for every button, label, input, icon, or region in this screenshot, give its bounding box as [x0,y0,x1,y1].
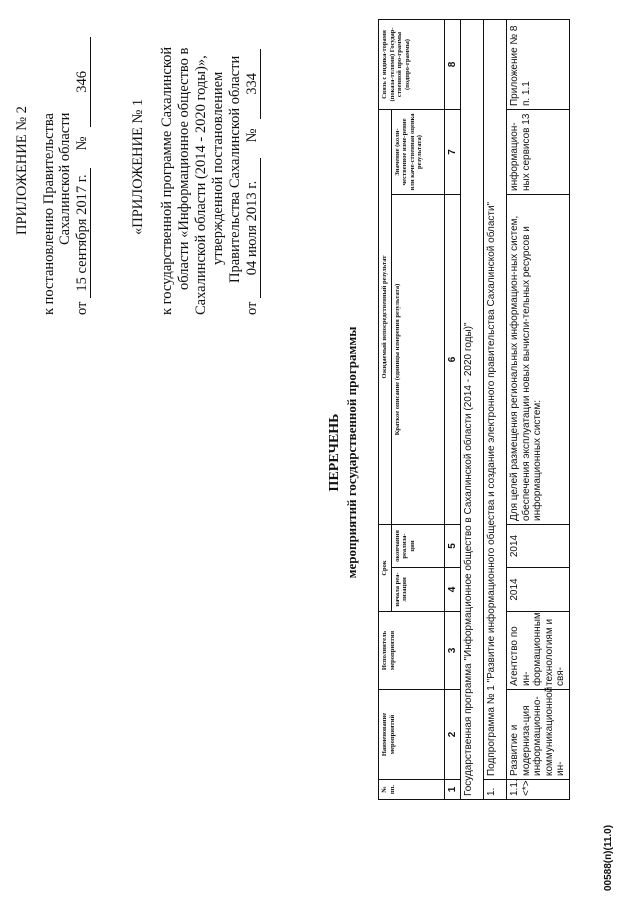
appendix-1-date-line [244,49,261,315]
appendix-2-title: ПРИЛОЖЕНИЕ № 2 [14,106,30,235]
row-name: Развитие и модерниза-ция информационно-коммуникационной ин- [507,690,570,780]
measures-table [378,19,570,800]
col-header-start: начала реа-лизации [391,568,444,612]
col-number: 1 [444,780,461,800]
appendix-1-line2: области «Информационное общество в [176,47,192,290]
footer-code: 00588(п)(11.0) [603,824,614,891]
col-header-value: Значение (коли-чественное изме-рение или каче-ственная оценка результата) [391,110,444,195]
appendix-1-line5: Правительства Сахалинской области [227,55,243,283]
col-header-name: Наименование мероприятий [379,690,445,780]
row-num: 1.1. <*> [507,780,570,800]
col-number: 4 [444,568,461,612]
col-number: 8 [444,20,461,110]
appendix-2-number: 346 [74,37,91,127]
table-row [507,20,570,800]
row-start: 2014 [507,568,570,612]
row-link: Приложение № 8 п. 1.1 [507,20,570,110]
appendix-2-line2: Сахалинской области [57,112,73,245]
col-header-link: Связь с индика-торами (показа-телями) Государ-ственной про-граммы (подпро-граммы) [379,20,445,110]
col-header-num: № пп. [379,780,445,800]
col-number: 7 [444,110,461,195]
col-header-description: Краткое описание (единицы измерения результата) [391,195,444,525]
program-title: Государственная программа "Информационное общество в Сахалинской области (2014 - 2020 годы)" [461,20,484,800]
col-number: 2 [444,690,461,780]
appendix-2-date: 15 сентября 2017 г. [74,168,91,298]
subprogram-num: 1. [484,780,507,800]
appendix-1-title: «ПРИЛОЖЕНИЕ № 1 [130,98,146,235]
column-numbers-row [444,20,461,800]
document-subtitle: мероприятий государственной программы [344,326,359,579]
appendix-1-line3: Сахалинской области (2014 - 2020 годы)», [193,55,209,315]
subprogram-row [484,20,507,800]
col-number: 6 [444,195,461,525]
number-label: № [244,128,260,143]
appendix-2-date-line [74,37,91,315]
row-end: 2014 [507,525,570,568]
header-row-1 [379,20,392,800]
col-number: 5 [444,525,461,568]
row-description: Для целей размещения региональных информацион-ных систем, обеспечения эксплуатации новых вычисли-тельных ресурсов и информационных систем: [507,195,570,525]
appendix-1-line1: к государственной программе Сахалинской [159,46,175,315]
appendix-1-date: 04 июля 2013 г. [244,158,261,298]
col-header-term: Срок [379,525,392,612]
col-number: 3 [444,612,461,690]
row-executor: Агентство по ин-формационным технологиям и свя- [507,612,570,690]
from-label: от [244,301,260,315]
appendix-1-number: 334 [244,49,261,119]
col-header-result: Ожидаемый непосредственный результат [379,110,392,525]
appendix-2-line1: к постановлению Правительства [41,113,57,315]
number-label: № [74,136,90,151]
subprogram-title: Подпрограмма № 1 "Развитие информационного общества и создание электронного правительства Сахалинской области" [484,20,507,780]
program-row [461,20,484,800]
from-label: от [74,301,90,315]
col-header-executor: Исполнитель мероприятия [379,612,445,690]
col-header-end: окончания реализа-ции [391,525,444,568]
row-value: информацион-ных сервисов 13 [507,110,570,195]
document-title: ПЕРЕЧЕНЬ [327,413,342,492]
appendix-1-line4: утвержденной постановлением [210,71,226,265]
